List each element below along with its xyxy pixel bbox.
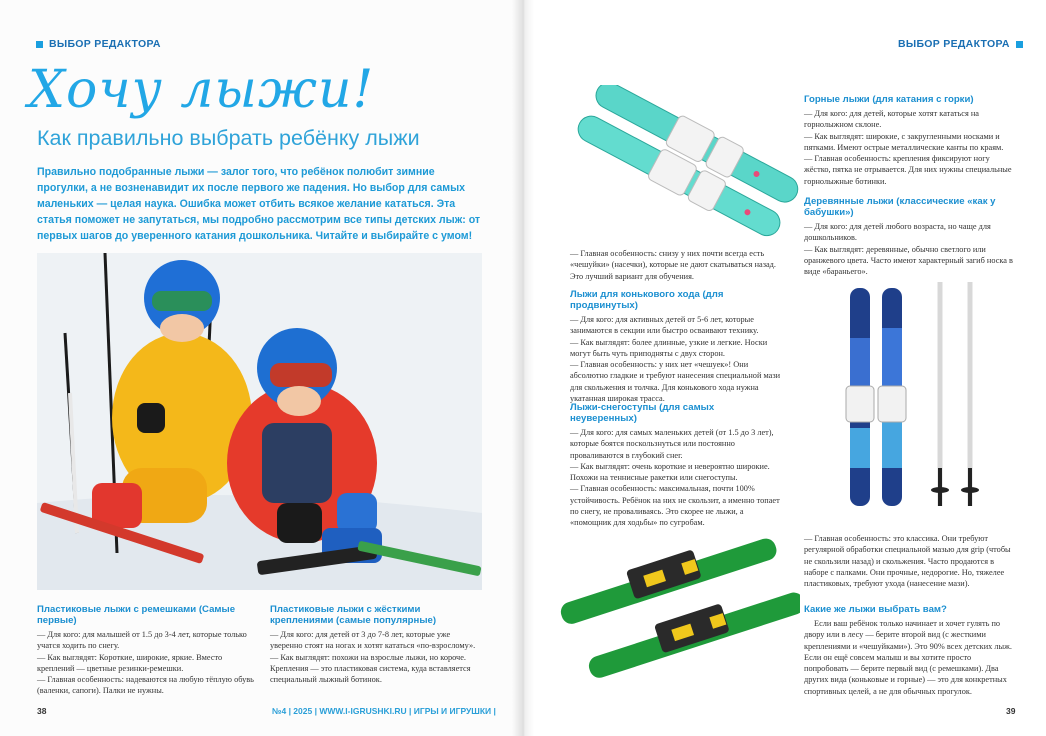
children-skiing-photo xyxy=(37,253,482,590)
section-skate-item: — Для кого: для активных детей от 5-6 лет, которые занимаются в секции или быстро осваивают технику. xyxy=(570,314,783,337)
section-snowshoe xyxy=(570,402,783,529)
section-alpine-title: Горные лыжи (для катания с горки) xyxy=(804,94,974,105)
rubric-square-icon xyxy=(36,41,43,48)
section-skate-item: — Как выглядят: более длинные, узкие и легкие. Носки могут быть чуть приподняты с двух сторон. xyxy=(570,337,783,360)
section-which-title: Какие же лыжи выбрать вам? xyxy=(804,604,947,615)
section-alpine-item: — Как выглядят: широкие, с закругленными носками и пятками. Имеют острые металлические канты по краям. xyxy=(804,131,1017,154)
article-title: Хочу лыжи! xyxy=(28,60,375,120)
section-rigid-continued-text: — Главная особенность: снизу у них почти всегда есть «чешуйки» (насечки), которые не дают скатываться назад. Это лучший вариант для обучения. xyxy=(570,248,783,282)
teal-alpine-skis-icon xyxy=(562,85,802,245)
section-wooden xyxy=(804,196,1017,277)
section-alpine-item: — Для кого: для детей, которые хотят кататься на горнолыжном склоне. xyxy=(804,108,1017,131)
right-page xyxy=(522,0,1046,736)
section-plastic-item: — Главная особенность: надеваются на любую тёплую обувь (валенки, сапоги). Палки не нужны. xyxy=(37,674,255,697)
section-plastic-item: — Для кого: для малышей от 1.5 до 3-4 лет, которые только учатся ходить по снегу. xyxy=(37,629,255,652)
page-number-right: 39 xyxy=(1006,706,1016,716)
section-wooden-continued-text: — Главная особенность: это классика. Они требуют регулярной обработки специальной мазью для grip (чтобы не скользили назад) и скольжения. Часто продаются в наборе с палками. Они прочные, недорогие. Но, тяжелее пластиковых, требуют ухода (нанесение мази). xyxy=(804,533,1017,589)
article-subtitle: Как правильно выбрать ребёнку лыжи xyxy=(37,126,420,150)
section-skate xyxy=(570,289,783,404)
section-skate-title: Лыжи для конькового хода (для продвинутых) xyxy=(570,289,724,311)
kids-ski-set-with-poles-icon xyxy=(842,278,992,518)
section-which-text: Если ваш ребёнок только начинает и хочет гулять по двору или в лесу — берите второй вид (с жесткими креплениями и «чешуйками»). Это 90% всех детских лыж. Если он ещё совсем малыш и вы хотите просто попробовать — берите первый вид (с ремешками). Два других вида (коньковые и горные) — это для конкретных спортивных целей, а не для обычных прогулок. xyxy=(804,619,1012,696)
section-skate-item: — Главная особенность: у них нет «чешуек»! Они абсолютно гладкие и требуют нанесения специальной мази для скольжения и толчка. Для конькового хода нужна укатанная широкая трасса. xyxy=(570,359,783,404)
rubric-left xyxy=(30,38,161,50)
section-plastic xyxy=(37,604,255,697)
spread-gutter xyxy=(512,0,534,736)
section-wooden-item: — Для кого: для детей любого возраста, но чаще для дошкольников. xyxy=(804,221,1017,244)
left-page xyxy=(0,0,522,736)
page-number-left: 38 xyxy=(37,706,47,716)
issue-footer: №4 | 2025 | WWW.I-IGRUSHKI.RU | ИГРЫ И ИГРУШКИ | xyxy=(272,706,496,716)
section-which xyxy=(804,604,1017,697)
rubric-left-text: ВЫБОР РЕДАКТОРА xyxy=(49,38,161,50)
article-lead: Правильно подобранные лыжи — залог того, что ребёнок полюбит зимние прогулки, а не возненавидит их после первого же падения. Но выбор для самых маленьких — целая наука. Ошибка может отбить всякое желание кататься. Эта статья поможет не запутаться, мы подробно рассмотрим все типы детских лыж: от первых шагов до уверенного катания дошкольника. Читайте и выбирайте с умом! xyxy=(37,166,481,242)
section-wooden-item: — Как выглядят: деревянные, обычно светлого или оранжевого цвета. Часто имеют характерный загиб носка в виде «бараньего». xyxy=(804,244,1017,278)
rubric-right-text: ВЫБОР РЕДАКТОРА xyxy=(898,38,1010,50)
section-snowshoe-item: — Главная особенность: максимальная, почти 100% устойчивость. Ребёнок на них не скользит, а именно топает по снегу, не проваливаясь. Это скорее не лыжи, а «помощник для ходьбы» по сугробам. xyxy=(570,483,783,528)
section-wooden-title: Деревянные лыжи (классические «как у бабушки») xyxy=(804,196,996,218)
photo-illustration xyxy=(37,253,482,590)
section-rigid-item: — Как выглядят: похожи на взрослые лыжи, но короче. Крепления — это пластиковая система, куда вставляется специальный лыжный ботинок. xyxy=(270,652,484,686)
section-rigid-title: Пластиковые лыжи с жёсткими креплениями (самые популярные) xyxy=(270,604,437,626)
section-alpine-item: — Главная особенность: крепления фиксируют ногу жёстко, пятка не отрывается. Для них нужны специальные горнолыжные ботинки. xyxy=(804,153,1017,187)
section-rigid xyxy=(270,604,484,685)
section-snowshoe-title: Лыжи-снегоступы (для самых неуверенных) xyxy=(570,402,715,424)
section-rigid-item: — Для кого: для детей от 3 до 7-8 лет, которые уже уверенно стоят на ногах и хотят кататься «по-взрослому». xyxy=(270,629,484,652)
green-plastic-snowshoes-icon xyxy=(560,528,800,693)
rubric-square-icon xyxy=(1016,41,1023,48)
section-alpine xyxy=(804,94,1017,187)
section-snowshoe-item: — Как выглядят: очень короткие и невероятно широкие. Похожи на теннисные ракетки или снегоступы. xyxy=(570,461,783,484)
section-plastic-title: Пластиковые лыжи с ремешками (Самые первые) xyxy=(37,604,236,626)
section-rigid-continued xyxy=(570,248,783,282)
rubric-right xyxy=(898,38,1029,50)
section-plastic-item: — Как выглядят: Короткие, широкие, яркие. Вместо креплений — цветные резинки-ремешки. xyxy=(37,652,255,675)
section-snowshoe-item: — Для кого: для самых маленьких детей (от 1.5 до 3 лет), которые боятся поскользнуться или постоянно проваливаются в глубокий снег. xyxy=(570,427,783,461)
section-wooden-continued xyxy=(804,533,1017,589)
